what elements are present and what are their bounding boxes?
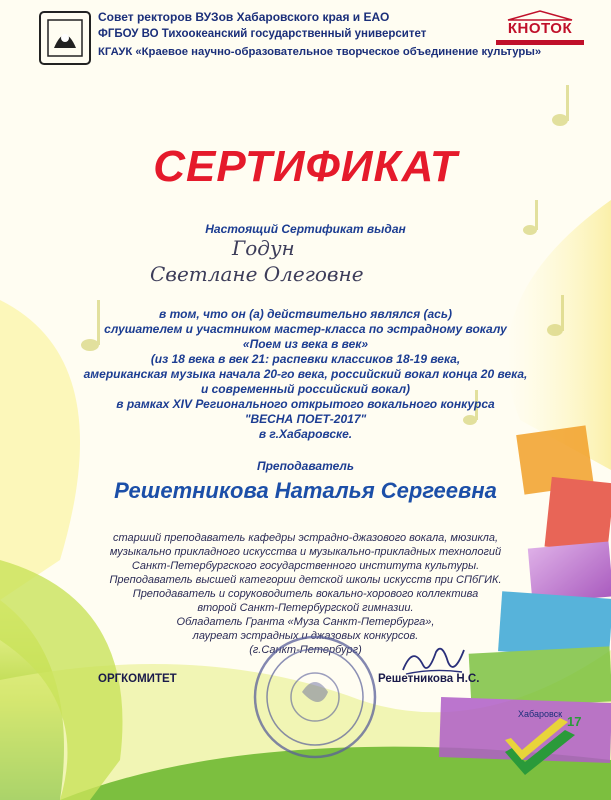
signer-name: Решетникова Н.С. bbox=[378, 673, 480, 685]
recipient-name: Светлане Олеговне bbox=[150, 262, 364, 286]
description-line-8: лауреат эстрадных и джазовых конкурсов. bbox=[192, 630, 419, 642]
body-line-1: в том, что он (а) действительно являлся (ась) bbox=[159, 307, 452, 321]
description-line-7: Обладатель Гранта «Муза Санкт-Петербурга», bbox=[176, 616, 435, 628]
knotok-logo bbox=[488, 10, 592, 50]
body-line-4: (из 18 века в век 21: распевки классиков 18-19 века, bbox=[150, 352, 461, 366]
description-line-9: (г.Санкт-Петербург) bbox=[249, 644, 362, 656]
body-line-8: "ВЕСНА ПОЕТ-2017" bbox=[244, 412, 367, 426]
orgcommittee-label: ОРГКОМИТЕТ bbox=[98, 673, 177, 685]
header-line-3: КГАУК «Краевое научно-образовательное творческое объединение культуры» bbox=[98, 46, 542, 58]
teacher-name: Решетникова Наталья Сергеевна bbox=[114, 478, 497, 503]
description-line-3: Санкт-Петербургского государственного института культуры. bbox=[131, 560, 480, 572]
body-line-3: «Поем из века в век» bbox=[242, 337, 369, 351]
description-line-2: музыкально прикладного искусства и музыкально-прикладных технологий bbox=[109, 546, 502, 558]
university-emblem-icon bbox=[36, 8, 94, 68]
description-line-6: второй Санкт-Петербургской гимназии. bbox=[197, 602, 414, 614]
knotok-logo-text: КНОТОК bbox=[507, 20, 573, 37]
header-line-1: Совет ректоров ВУЗов Хабаровского края и ЕАО bbox=[98, 10, 390, 24]
recipient-surname: Годун bbox=[232, 236, 295, 260]
body-line-2: слушателем и участником мастер-класса по эстрадному вокалу bbox=[104, 322, 507, 336]
teacher-label: Преподаватель bbox=[256, 459, 355, 473]
body-line-7: в рамках XIV Регионального открытого вокального конкурса bbox=[116, 397, 495, 411]
body-line-5: американская музыка начала 20-го века, российский вокал конца 20 века, bbox=[83, 367, 528, 381]
body-line-9: в г.Хабаровске. bbox=[258, 427, 353, 441]
header-line-2: ФГБОУ ВО Тихоокеанский государственный университет bbox=[98, 28, 427, 40]
corner-logo-city: Хабаровск bbox=[518, 709, 563, 719]
issued-to-label: Настоящий Сертификат выдан bbox=[205, 222, 406, 236]
body-line-6: и современный российский вокал) bbox=[200, 382, 411, 396]
corner-logo-year: 17 bbox=[567, 714, 582, 729]
certificate-title: СЕРТИФИКАТ bbox=[153, 142, 458, 191]
description-line-1: старший преподаватель кафедры эстрадно-джазового вокала, мюзикла, bbox=[112, 532, 499, 544]
description-line-5: Преподаватель и соруководитель вокально-хорового коллектива bbox=[132, 588, 479, 600]
description-line-4: Преподаватель высшей категории детской школы искусств при СПбГИК. bbox=[109, 574, 502, 586]
round-stamp-icon bbox=[250, 632, 380, 762]
